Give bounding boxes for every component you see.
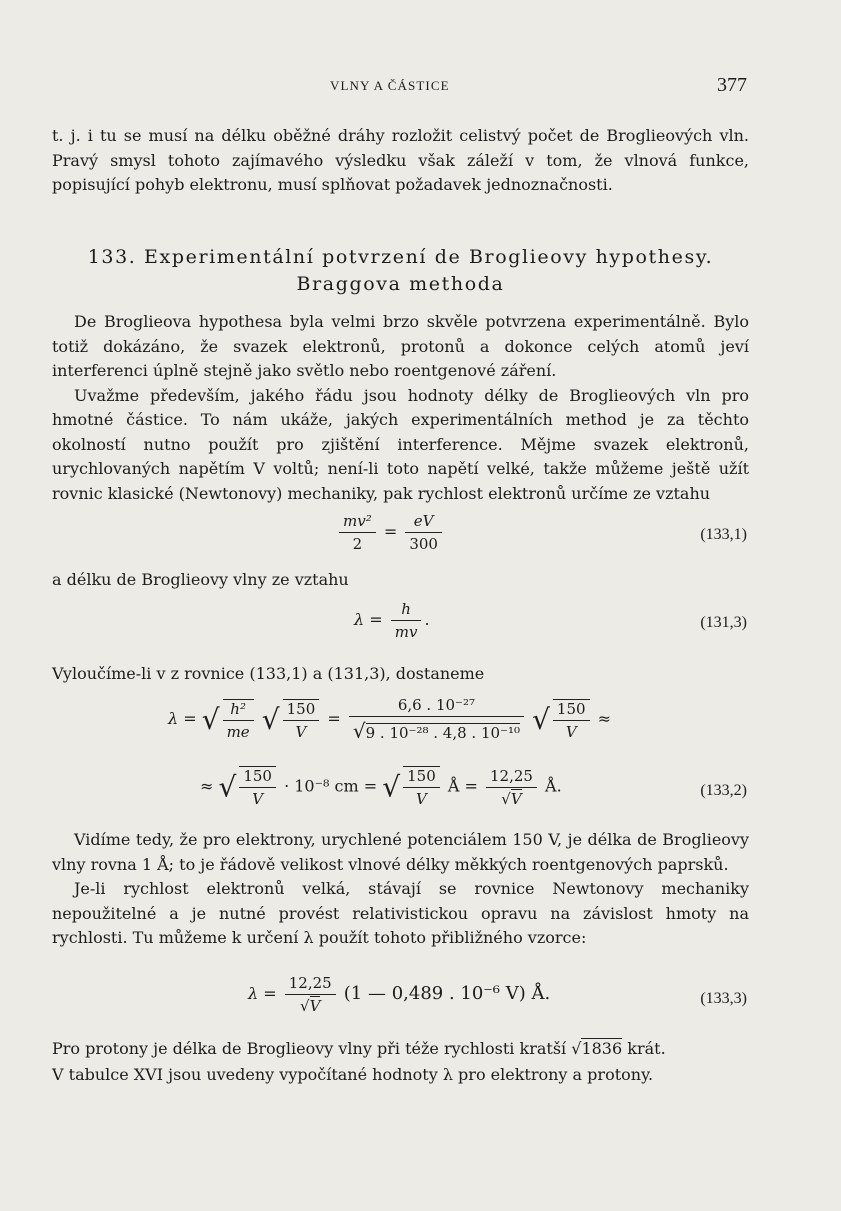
eq1-number: (133,1) [700, 526, 747, 543]
paragraph-2: Uvažme především, jakého řádu jsou hodnoty délky de Broglieových vln pro hmotné částice. To nám ukáže, jakých experimentálních method je za těchto okolností nutno použít pro zjištění interference. Mějme svazek elektronů, urychlovaných napětím V voltů; není-li toto napětí velké, takže můžeme ještě užít rovnic klasické (Newtonovy) mechaniky, pak rychlost elektronů určíme ze vztahu [52, 385, 749, 503]
eq5-num: 12,25 [285, 974, 336, 995]
eliminate-text: Vyloučíme-li v z rovnice (133,1) a (131,3), dostaneme [52, 664, 485, 683]
eq3-lambda: λ [168, 709, 179, 728]
final-line-2: V tabulce XVI jsou uvedeny vypočítané hodnoty λ pro elektrony a protony. [52, 1065, 654, 1084]
eq3-f3-den: 9 . 10⁻²⁸ . 4,8 . 10⁻¹⁰ [365, 724, 520, 742]
final-line-1-text: Pro protony je délka de Broglieovy vlny při téže rychlosti kratší [52, 1039, 567, 1058]
eq2-num: h [391, 600, 422, 621]
eq4-final-den: V [510, 789, 522, 808]
eq4-root-fraction-1 [239, 766, 276, 808]
eq1-equals: = [383, 522, 398, 541]
eq5-lhs: λ = [248, 984, 277, 1003]
eq2-period: . [424, 610, 430, 629]
equation-133-1 [52, 512, 749, 568]
sqrt-icon: √ [201, 703, 220, 736]
sqrt-icon: √ [261, 703, 280, 736]
sqrt-icon: √ [352, 719, 366, 743]
between-equations-text: a délku de Broglieovy vlny ze vztahu [52, 570, 349, 589]
eq5-parenthesis: (1 — 0,489 . 10⁻⁶ V) Å. [343, 983, 551, 1004]
running-title: VLNY A ČÁSTICE [330, 78, 450, 93]
section-heading [52, 244, 749, 298]
eq3-f1-den: me [226, 722, 250, 741]
eq3-f3-num: 6,6 . 10⁻²⁷ [349, 696, 524, 717]
eq4-middle: · 10⁻⁸ cm = [284, 776, 378, 796]
eq3-root-fraction-1 [223, 699, 254, 741]
eq1-rhs-den: 300 [409, 535, 438, 553]
final-line-1 [52, 1036, 749, 1062]
eq3-root-fraction-4 [553, 699, 590, 741]
eq5-den: V [309, 997, 321, 1015]
eq3-f2-num: 150 [283, 700, 320, 721]
sqrt-icon: √ [501, 789, 511, 808]
eq4-r2-num: 150 [403, 767, 440, 788]
eq5-number: (133,3) [700, 990, 747, 1007]
eq2-equals: = [369, 610, 383, 629]
sqrt-icon: √ [571, 1039, 582, 1058]
eq3-f3-den-wrap [349, 717, 524, 743]
equation-chain-line1 [52, 692, 749, 754]
eq2-den: mv [394, 623, 418, 641]
eq2-lambda: λ [354, 610, 365, 629]
eq4-r1-den: V [252, 790, 264, 808]
equation-133-2 [52, 762, 749, 824]
equation-133-3 [52, 970, 749, 1032]
intro-paragraph-block [52, 124, 749, 198]
final-line-1-root: 1836 [581, 1039, 623, 1058]
sqrt-icon: √ [532, 703, 550, 736]
body-paragraphs-1 [52, 310, 749, 506]
eq3-f1-num: h² [223, 700, 254, 721]
eq3-f4-num: 150 [553, 700, 590, 721]
eq3-approx: ≈ [597, 709, 612, 728]
eq3-numeric-fraction [349, 696, 524, 743]
page-header [52, 76, 749, 98]
eq1-rhs-fraction [405, 512, 442, 553]
paragraph-1: De Broglieova hypothesa byla velmi brzo skvěle potvrzena experimentálně. Bylo totiž dokázáno, že svazek elektronů, protonů a dokonce celých atomů jeví interferenci úplně stejně jako světlo nebo roentgenové záření. [52, 312, 749, 380]
equation-131-3 [52, 600, 749, 656]
final-line-1-tail: krát. [627, 1039, 666, 1058]
eq2-fraction [391, 600, 422, 641]
eq4-r2-den: V [416, 790, 427, 808]
eq4-unit: Å. [545, 776, 562, 796]
section-heading-line1: 133. Experimentální potvrzení de Broglieovy hypothesy. [87, 246, 714, 268]
eq4-root-fraction-2 [403, 766, 440, 808]
eq1-lhs-num: mv² [339, 512, 376, 533]
eq1-lhs-fraction [339, 512, 376, 553]
eq5-fraction [285, 974, 336, 1015]
final-paragraph [52, 1036, 749, 1088]
eq4-approx: ≈ [200, 776, 214, 796]
body-paragraphs-2 [52, 828, 749, 951]
intro-paragraph: t. j. i tu se musí na délku oběžné dráhy rozložit celistvý počet de Broglieových vln. Pravý smysl tohoto zajímavého výsledku však záleží v tom, že vlnová funkce, popisující pohyb elektronu, musí splňovat požadavek jednoznačnosti. [52, 126, 749, 194]
eq1-rhs-num: eV [405, 512, 442, 533]
paragraph-4: Je-li rychlost elektronů velká, stávají se rovnice Newtonovy mechaniky nepoužitelné a je nutné provést relativistickou opravu na závislost hmoty na rychlosti. Tu můžeme k určení λ použít tohoto přibližného vzorce: [52, 879, 749, 947]
page-number: 377 [717, 74, 747, 96]
paragraph-3: Vidíme tedy, že pro elektrony, urychlené potenciálem 150 V, je délka de Broglieovy vlny rovna 1 Å; to je řádově velikost vlnové délky měkkých roentgenových paprsků. [52, 830, 749, 874]
eq3-f2-den: V [295, 722, 307, 741]
eq3-equals-1: = [183, 709, 197, 728]
eq3-root-fraction-2 [283, 699, 320, 741]
eq4-final-fraction [486, 767, 537, 808]
eq1-lhs-den: 2 [352, 535, 363, 553]
section-heading-line2: Braggova methoda [296, 273, 505, 295]
eq3-f4-den: V [565, 722, 577, 741]
eq2-number: (131,3) [700, 614, 747, 631]
eq4-number: (133,2) [700, 782, 747, 799]
eq4-final-num: 12,25 [486, 767, 537, 788]
eq3-equals-2: = [327, 709, 341, 728]
eq4-unit-equals: Å = [447, 776, 478, 796]
eq4-r1-num: 150 [239, 767, 276, 788]
sqrt-icon: √ [382, 770, 401, 804]
sqrt-icon: √ [300, 997, 310, 1015]
sqrt-icon: √ [218, 770, 237, 804]
